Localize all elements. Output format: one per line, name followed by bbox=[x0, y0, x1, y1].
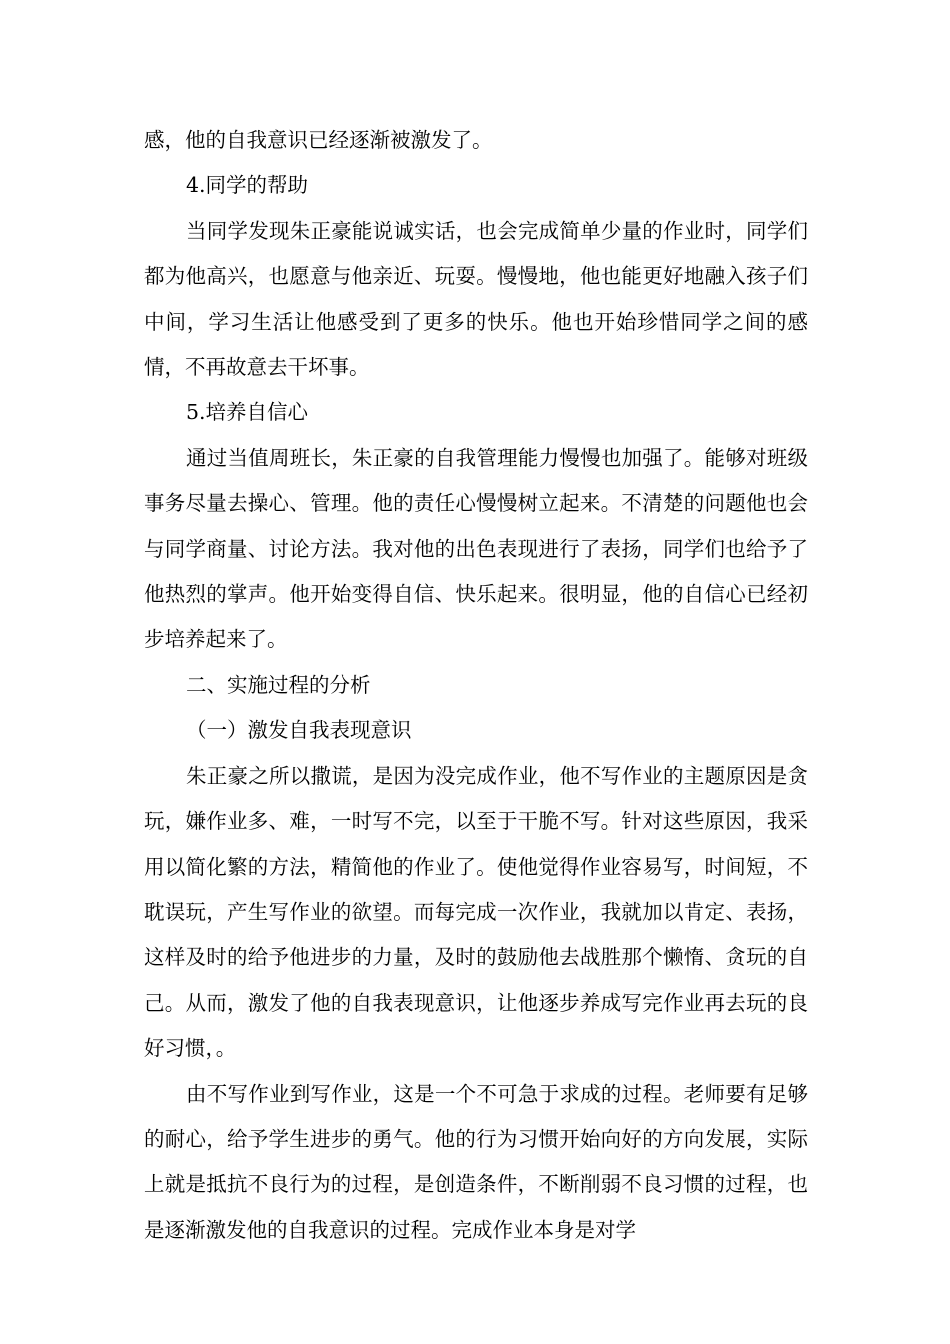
paragraph-confidence: 通过当值周班长，朱正豪的自我管理能力慢慢也加强了。能够对班级事务尽量去操心、管理。他的责任心慢慢树立起来。不清楚的问题他也会与同学商量、讨论方法。我对他的出色表现进行了表扬，同学们也给予了他热烈的掌声。他开始变得自信、快乐起来。很明显，他的自信心已经初步培养起来了。 bbox=[144, 445, 808, 652]
document-page bbox=[144, 118, 808, 1253]
heading-implementation-analysis: 二、实施过程的分析 bbox=[186, 672, 371, 697]
heading-build-confidence: 5.培养自信心 bbox=[186, 400, 309, 425]
paragraph-process: 由不写作业到写作业，这是一个不可急于求成的过程。老师要有足够的耐心，给予学生进步的勇气。他的行为习惯开始向好的方向发展，实际上就是抵抗不良行为的过程，是创造条件，不断削弱不良习惯的过程，也是逐渐激发他的自我意识的过程。完成作业本身是对学 bbox=[144, 1081, 808, 1242]
heading-classmates-help: 4.同学的帮助 bbox=[186, 173, 309, 198]
paragraph-continuation: 感，他的自我意识已经逐渐被激发了。 bbox=[144, 128, 493, 152]
heading-self-expression: （一）激发自我表现意识 bbox=[186, 718, 412, 743]
paragraph-homework: 朱正豪之所以撒谎，是因为没完成作业，他不写作业的主题原因是贪玩，嫌作业多、难，一时写不完，以至于干脆不写。针对这些原因，我采用以简化繁的方法，精简他的作业了。使他觉得作业容易写，时间短，不耽误玩，产生写作业的欲望。而每完成一次作业，我就加以肯定、表扬，这样及时的给予他进步的力量，及时的鼓励他去战胜那个懒惰、贪玩的自己。从而，激发了他的自我表现意识，让他逐步养成写完作业再去玩的良好习惯，。 bbox=[144, 763, 808, 1061]
paragraph-classmates: 当同学发现朱正豪能说诚实话，也会完成简单少量的作业时，同学们都为他高兴，也愿意与他亲近、玩耍。慢慢地，他也能更好地融入孩子们中间，学习生活让他感受到了更多的快乐。他也开始珍惜同学之间的感情，不再故意去干坏事。 bbox=[144, 218, 808, 380]
